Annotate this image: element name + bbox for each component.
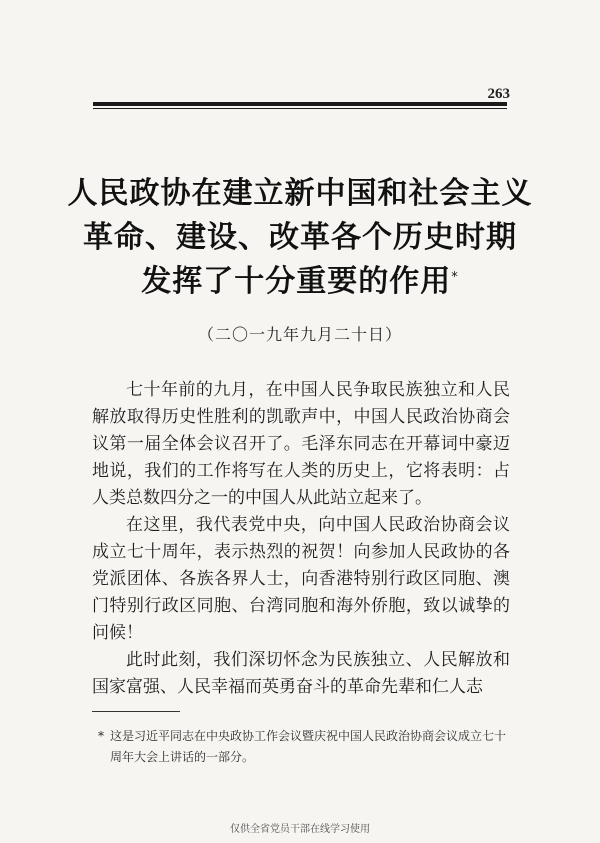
title-line-3-text: 发挥了十分重要的作用	[141, 264, 452, 299]
title-line-2: 革命、建设、改革各个历史时期	[83, 220, 517, 255]
header-rule-thick	[93, 102, 507, 106]
paragraph-1: 七十年前的九月，在中国人民争取民族独立和人民解放取得历史性胜利的凯歌声中，中国人民政治协商会议第一届全体会议召开了。毛泽东同志在开幕词中豪迈地说，我们的工作将写在人类的历史上，它将表明：占人类总数四分之一的中国人从此站立起来了。	[92, 380, 510, 508]
speech-date: （二〇一九年九月二十日）	[197, 325, 402, 344]
article-title	[60, 172, 540, 304]
paragraph-3: 此时此刻，我们深切怀念为民族独立、人民解放和国家富强、人民幸福而英勇奋斗的革命先辈和仁人志	[92, 650, 510, 697]
article-body	[92, 377, 510, 701]
title-footnote-mark[interactable]: *	[451, 270, 459, 285]
bottom-watermark: 仅供全省党员干部在线学习使用	[230, 824, 370, 835]
header-rule-thin	[93, 108, 507, 109]
footnote-text: 这是习近平同志在中央政协工作会议暨庆祝中国人民政治协商会议成立七十周年大会上讲话的一部分。	[110, 729, 507, 764]
title-line-3	[60, 260, 540, 304]
title-line-1: 人民政协在建立新中国和社会主义	[67, 176, 533, 211]
page-number: 263	[487, 86, 510, 102]
paragraph-2: 在这里，我代表党中央，向中国人民政治协商会议成立七十周年，表示热烈的祝贺！向参加人民政协的各党派团体、各族各界人士，向香港特别行政区同胞、澳门特别行政区同胞、台湾同胞和海外侨胞，致以诚挚的问候！	[92, 515, 510, 643]
footnote-mark: *	[98, 729, 104, 743]
footnote-divider	[92, 711, 180, 712]
footnote	[98, 726, 508, 768]
